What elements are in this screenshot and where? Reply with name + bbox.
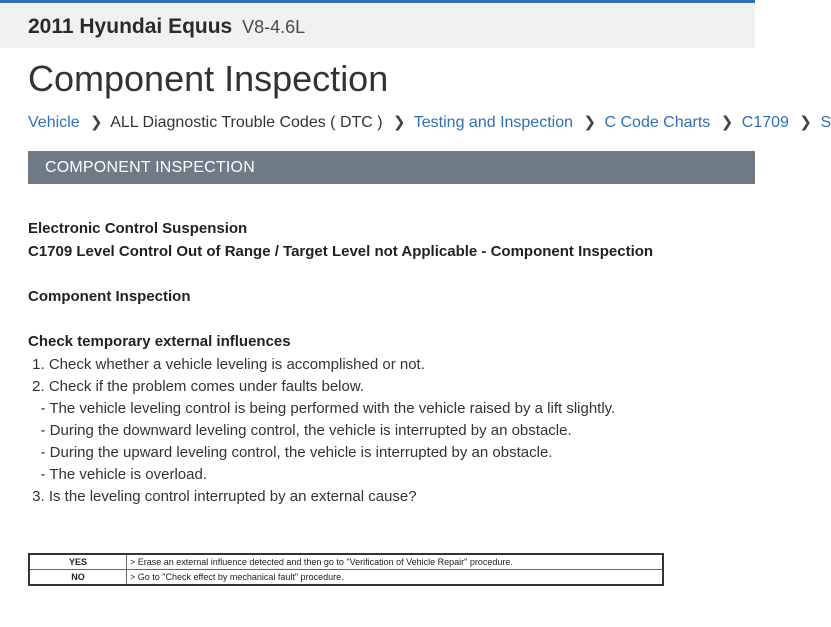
fault-item: - The vehicle leveling control is being performed with the vehicle raised by a lift slightly.: [28, 400, 616, 417]
breadcrumb-chevron-icon: ❯: [799, 114, 812, 131]
breadcrumb-vehicle[interactable]: Vehicle: [28, 114, 80, 131]
step-2: 2. Check if the problem comes under faults below.: [28, 378, 365, 395]
breadcrumb-chevron-icon: ❯: [90, 114, 103, 131]
section-header: [28, 151, 755, 184]
breadcrumb-testing-inspection[interactable]: Testing and Inspection: [413, 114, 573, 131]
vehicle-header-bar: [0, 0, 755, 48]
component-inspection-subheading: Component Inspection: [28, 288, 191, 305]
table-row: [29, 570, 663, 586]
vehicle-engine: V8-4.6L: [242, 17, 306, 37]
fault-item: - During the upward leveling control, the vehicle is interrupted by an obstacle.: [28, 444, 553, 461]
decision-key-no: NO: [29, 570, 127, 586]
vehicle-name: 2011 Hyundai Equus: [28, 15, 233, 38]
table-row: [29, 554, 663, 570]
decision-action-no: > Go to "Check effect by mechanical fault" procedure.: [127, 570, 664, 586]
system-heading: Electronic Control Suspension: [28, 220, 248, 237]
page-title: Component Inspection: [28, 58, 389, 99]
breadcrumb-truncated[interactable]: S: [820, 114, 831, 131]
breadcrumb: [28, 113, 831, 132]
breadcrumb-chevron-icon: ❯: [393, 114, 406, 131]
check-heading: Check temporary external influences: [28, 333, 291, 350]
dtc-title: C1709 Level Control Out of Range / Target Level not Applicable - Component Inspection: [28, 243, 654, 260]
vehicle-title: [28, 15, 305, 39]
fault-item: - The vehicle is overload.: [28, 466, 207, 483]
section-header-label: COMPONENT INSPECTION: [45, 159, 255, 176]
step-1: 1. Check whether a vehicle leveling is accomplished or not.: [28, 356, 425, 373]
decision-table: [28, 553, 664, 586]
breadcrumb-c-code-charts[interactable]: C Code Charts: [604, 114, 711, 131]
fault-item: - During the downward leveling control, the vehicle is interrupted by an obstacle.: [28, 422, 572, 439]
decision-key-yes: YES: [29, 554, 127, 570]
step-3: 3. Is the leveling control interrupted by an external cause?: [28, 488, 417, 505]
breadcrumb-chevron-icon: ❯: [720, 114, 734, 131]
breadcrumb-dtc: ALL Diagnostic Trouble Codes ( DTC ): [110, 114, 383, 131]
decision-action-yes: > Erase an external influence detected and then go to "Verification of Vehicle Repair" procedure.: [127, 554, 664, 570]
breadcrumb-c1709[interactable]: C1709: [741, 114, 789, 131]
breadcrumb-chevron-icon: ❯: [583, 114, 597, 131]
